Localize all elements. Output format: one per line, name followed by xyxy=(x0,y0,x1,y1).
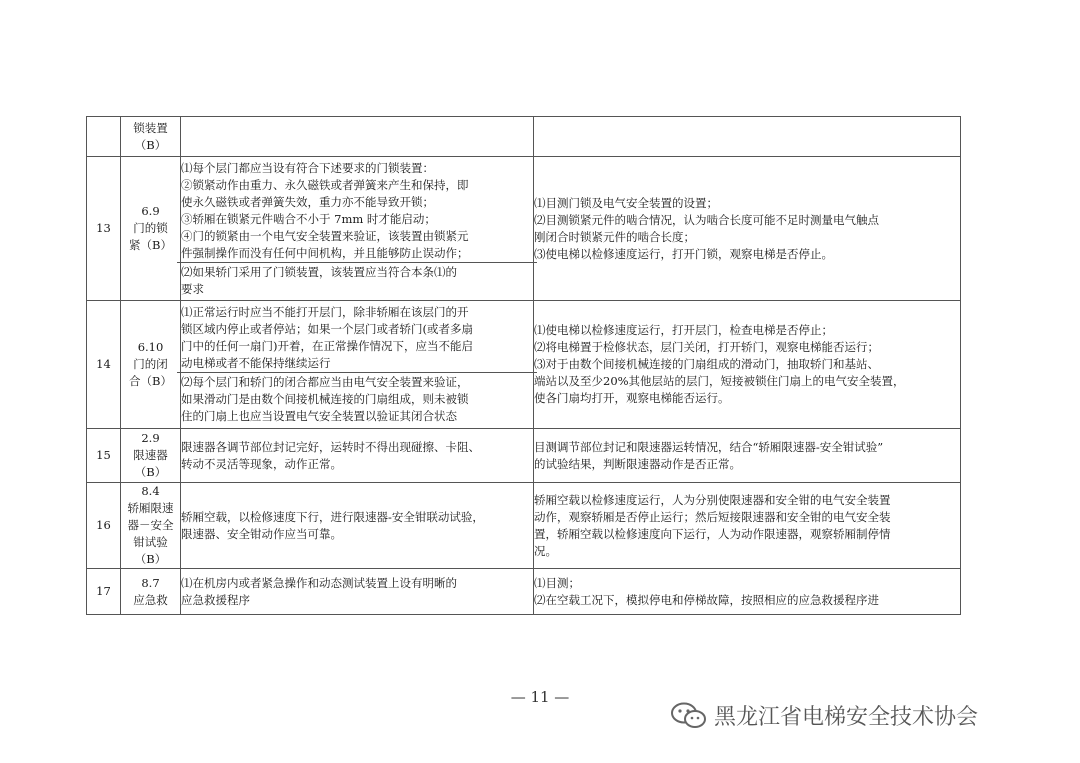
method-line: 置，轿厢空载以检修速度向下运行，人为动作限速器，观察轿厢制停情 xyxy=(534,526,891,541)
requirement-line: ⑴正常运行时应当不能打开层门，除非轿厢在该层门的开 xyxy=(181,305,469,319)
row-number: 14 xyxy=(87,301,121,429)
item-label-line: 轿厢限速 xyxy=(127,501,174,515)
requirement-line: ④门的锁紧由一个电气安全装置来验证，该装置由锁紧元 xyxy=(181,228,469,243)
method-cell xyxy=(534,569,961,615)
item-label-line: 锁装置 xyxy=(133,120,168,135)
watermark-text: 黑龙江省电梯安全技术协会 xyxy=(714,705,979,730)
requirement-line: ⑵如果轿门采用了门锁装置，该装置应当符合本条⑴的 xyxy=(181,264,457,279)
item-label-line: 应急救 xyxy=(133,592,168,607)
requirement-cell xyxy=(181,301,534,429)
item-cell xyxy=(121,301,181,429)
item-label-line: 8.7 xyxy=(141,575,160,590)
table-row xyxy=(87,569,961,615)
item-label-line: 器－安全 xyxy=(127,518,174,532)
item-label-line: （B） xyxy=(134,465,167,479)
requirement-line: 要求 xyxy=(181,281,204,296)
watermark xyxy=(670,700,978,731)
requirement-cell xyxy=(181,157,534,301)
requirement-cell xyxy=(181,117,534,157)
requirement-line: 如果滑动门是由数个间接机械连接的门扇组成，则未被锁 xyxy=(181,392,469,406)
row-number: 15 xyxy=(87,429,121,483)
method-cell xyxy=(534,483,961,569)
method-line: ⑵在空载工况下，模拟停电和停梯故障，按照相应的应急救援程序进 xyxy=(534,592,879,607)
item-cell xyxy=(121,429,181,483)
requirement-line: 门中的任何一扇门)开着，在正常操作情况下，应当不能启 xyxy=(181,339,473,353)
requirement-block xyxy=(181,160,533,262)
table-body xyxy=(87,117,961,615)
item-cell xyxy=(121,483,181,569)
row-number: 17 xyxy=(87,569,121,615)
table-row xyxy=(87,483,961,569)
method-line: 轿厢空载以检修速度运行，人为分别使限速器和安全钳的电气安全装置 xyxy=(534,492,891,507)
requirement-line: 件强制操作而没有任何中间机构，并且能够防止误动作； xyxy=(181,245,469,260)
requirement-line: 锁区域内停止或者停站；如果一个层门或者轿门(或者多扇 xyxy=(181,322,473,336)
method-line: ⑵将电梯置于检修状态，层门关闭，打开轿门，观察电梯能否运行； xyxy=(534,340,879,354)
requirement-block xyxy=(181,304,533,372)
table-row xyxy=(87,301,961,429)
row-number xyxy=(87,117,121,157)
method-line: ⑴使电梯以检修速度运行，打开层门，检查电梯是否停止； xyxy=(534,323,833,337)
method-line: ⑶对于由数个间接机械连接的门扇组成的滑动门，抽取轿门和基站、 xyxy=(534,357,879,371)
requirement-block xyxy=(177,262,537,298)
requirement-line: ⑴每个层门都应当设有符合下述要求的门锁装置： xyxy=(181,160,434,175)
item-cell xyxy=(121,117,181,157)
method-line: ⑶使电梯以检修速度运行，打开门锁，观察电梯是否停止。 xyxy=(534,246,833,261)
item-label-line: 6.9 xyxy=(141,204,160,218)
method-cell xyxy=(534,429,961,483)
item-label-line: （B） xyxy=(134,137,167,152)
requirement-line: ⑴在机房内或者紧急操作和动态测试装置上设有明晰的 xyxy=(181,575,457,590)
requirement-line: 限速器、安全钳动作应当可靠。 xyxy=(181,526,342,541)
method-cell xyxy=(534,157,961,301)
item-label-line: 紧（B） xyxy=(129,238,172,252)
item-label-line: 门的锁 xyxy=(133,221,168,235)
table-row xyxy=(87,117,961,157)
method-line: 况。 xyxy=(534,543,557,558)
item-label-line: （B） xyxy=(134,552,167,566)
method-line: 端站以及至少20%其他层站的层门，短接被锁住门扇上的电气安全装置， xyxy=(534,374,905,388)
requirement-line: 使永久磁铁或者弹簧失效，重力亦不能导致开锁； xyxy=(181,194,434,209)
requirement-block xyxy=(181,509,533,543)
row-number: 16 xyxy=(87,483,121,569)
item-label-line: 钳试验 xyxy=(133,535,168,549)
item-label-line: 6.10 xyxy=(137,340,164,354)
requirement-line: 轿厢空载，以检修速度下行，进行限速器-安全钳联动试验， xyxy=(181,509,484,524)
requirement-line: 住的门扇上也应当设置电气安全装置以验证其闭合状态 xyxy=(181,409,457,423)
wechat-icon xyxy=(670,701,708,731)
method-line: 动作，观察轿厢是否停止运行；然后短接限速器和安全钳的电气安全装 xyxy=(534,509,891,524)
method-line: ⑵目测锁紧元件的啮合情况，认为啮合长度可能不足时测量电气触点 xyxy=(534,212,879,227)
requirement-line: ②锁紧动作由重力、永久磁铁或者弹簧来产生和保持，即 xyxy=(181,177,469,192)
requirement-line: 应急救援程序 xyxy=(181,592,250,607)
requirement-block xyxy=(177,372,537,425)
item-label-line: 8.4 xyxy=(141,484,160,498)
method-cell xyxy=(534,301,961,429)
item-label-line: 2.9 xyxy=(141,431,160,445)
requirement-line: 动电梯或者不能保持继续运行 xyxy=(181,356,331,370)
requirement-cell xyxy=(181,569,534,615)
row-number: 13 xyxy=(87,157,121,301)
inspection-table xyxy=(86,116,961,615)
requirement-line: 限速器各调节部位封记完好，运转时不得出现碰擦、卡阻、 xyxy=(181,439,480,454)
table-row xyxy=(87,429,961,483)
method-line: ⑴目测门锁及电气安全装置的设置； xyxy=(534,195,718,210)
method-line: 刚闭合时锁紧元件的啮合长度； xyxy=(534,229,695,244)
item-label-line: 合（B） xyxy=(129,374,172,388)
method-line: 使各门扇均打开，观察电梯能否运行。 xyxy=(534,391,730,405)
requirement-line: ⑵每个层门和轿门的闭合都应当由电气安全装置来验证， xyxy=(181,375,469,389)
item-cell xyxy=(121,157,181,301)
requirement-line: 转动不灵活等现象，动作正常。 xyxy=(181,456,342,471)
item-label-line: 限速器 xyxy=(133,448,168,462)
item-cell xyxy=(121,569,181,615)
method-cell xyxy=(534,117,961,157)
requirement-cell xyxy=(181,429,534,483)
method-line: ⑴目测； xyxy=(534,575,580,590)
method-line: 目测调节部位封记和限速器运转情况，结合“轿厢限速器-安全钳试验” xyxy=(534,439,884,454)
requirement-block xyxy=(181,439,533,473)
page-number: — 11 — xyxy=(510,688,570,706)
table-row xyxy=(87,157,961,301)
method-line: 的试验结果，判断限速器动作是否正常。 xyxy=(534,456,741,471)
item-label-line: 门的闭 xyxy=(133,357,168,371)
requirement-block xyxy=(181,575,533,609)
requirement-line: ③轿厢在锁紧元件啮合不小于 7mm 时才能启动； xyxy=(181,211,436,226)
requirement-cell xyxy=(181,483,534,569)
